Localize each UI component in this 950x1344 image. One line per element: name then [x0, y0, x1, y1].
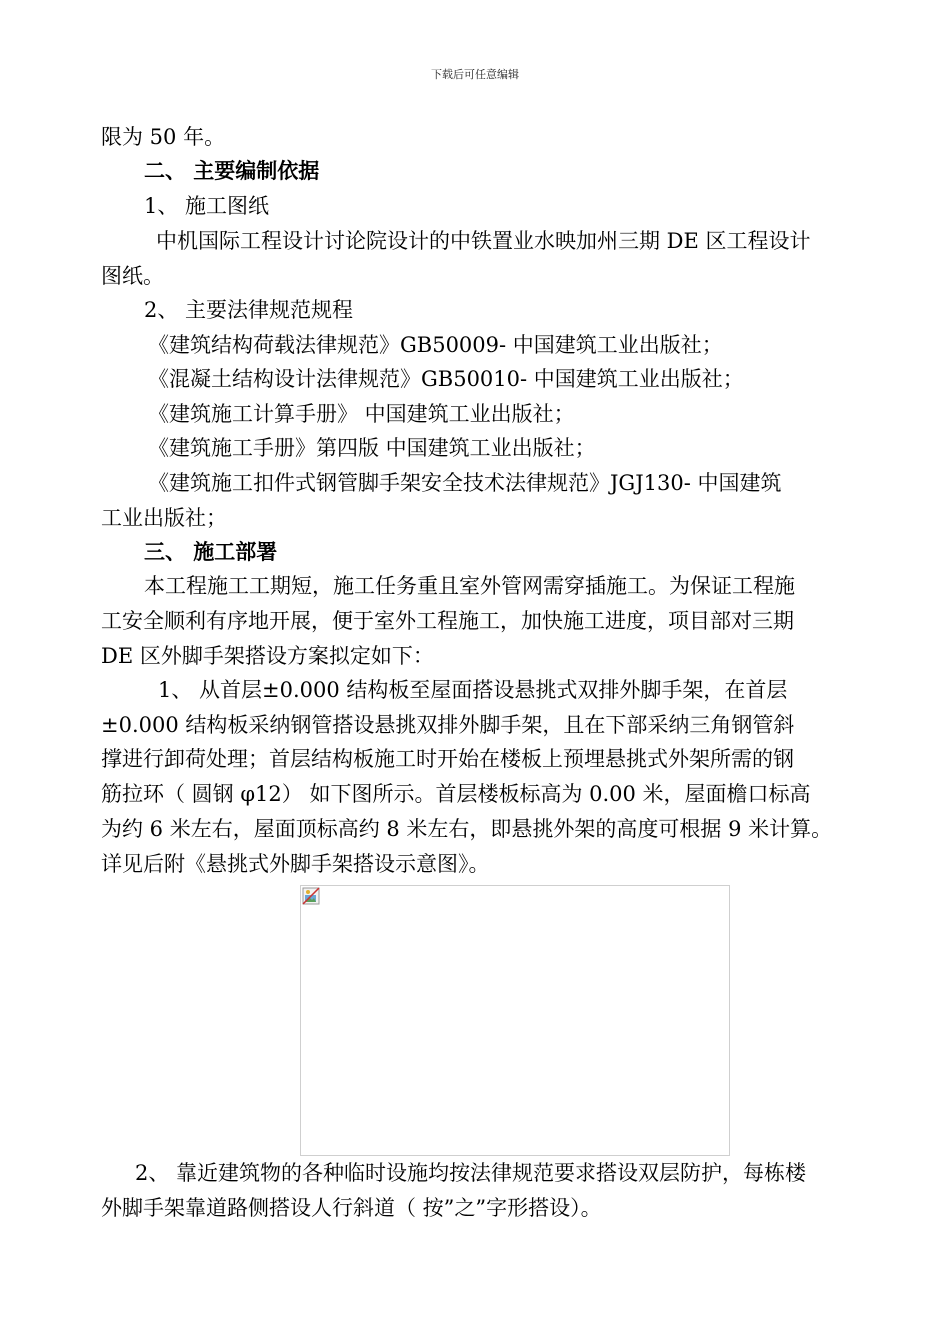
text-line: 工业出版社；: [101, 506, 227, 530]
text-line: 详见后附《悬挑式外脚手架搭设示意图》。: [101, 852, 490, 876]
text-line: 本工程施工工期短，施工任务重且室外管网需穿插施工。为保证工程施: [144, 574, 795, 598]
text-line: 工安全顺利有序地开展，便于室外工程施工，加快施工进度，项目部对三期: [101, 609, 794, 633]
text-line: 为约 6 米左右，屋面顶标高约 8 米左右，即悬挑外架的高度可根据 9 米计算。: [101, 817, 833, 841]
text-line: 2、 靠近建筑物的各种临时设施均按法律规范要求搭设双层防护，每栋楼: [135, 1161, 807, 1185]
text-line: 外脚手架靠道路侧搭设人行斜道（ 按”之”字形搭设）。: [101, 1196, 602, 1220]
text-line: 2、 主要法律规范规程: [144, 298, 354, 322]
text-line: 《建筑施工扣件式钢管脚手架安全技术法律规范》JGJ130- 中国建筑: [148, 471, 782, 495]
text-line: ±0.000 结构板采纳钢管搭设悬挑双排外脚手架，且在下部采纳三角钢管斜: [101, 713, 795, 737]
page-header: 下载后可任意编辑: [431, 68, 519, 81]
text-line: 撑进行卸荷处理；首层结构板施工时开始在楼板上预埋悬挑式外架所需的钢: [101, 747, 794, 771]
text-line: 1、 从首层±0.000 结构板至屋面搭设悬挑式双排外脚手架，在首层: [158, 678, 788, 702]
text-line: DE 区外脚手架搭设方案拟定如下：: [101, 644, 434, 668]
section-heading: 三、 施工部署: [144, 540, 278, 564]
text-line: 中机国际工程设计讨论院设计的中铁置业水映加州三期 DE 区工程设计: [156, 229, 811, 253]
broken-image-icon: [302, 887, 320, 905]
text-line: 图纸。: [101, 264, 164, 288]
text-line: 《建筑结构荷载法律规范》GB50009- 中国建筑工业出版社；: [148, 333, 723, 357]
text-line: 1、 施工图纸: [144, 194, 270, 218]
text-line: 《建筑施工手册》第四版 中国建筑工业出版社；: [148, 436, 596, 460]
text-line: 限为 50 年。: [101, 125, 226, 149]
text-line: 《混凝土结构设计法律规范》GB50010- 中国建筑工业出版社；: [148, 367, 744, 391]
section-heading: 二、 主要编制依据: [144, 159, 320, 183]
text-line: 《建筑施工计算手册》 中国建筑工业出版社；: [148, 402, 575, 426]
broken-image-placeholder: [300, 885, 730, 1156]
text-line: 筋拉环（ 圆钢 φ12） 如下图所示。首层楼板标高为 0.00 米，屋面檐口标高: [101, 782, 811, 806]
